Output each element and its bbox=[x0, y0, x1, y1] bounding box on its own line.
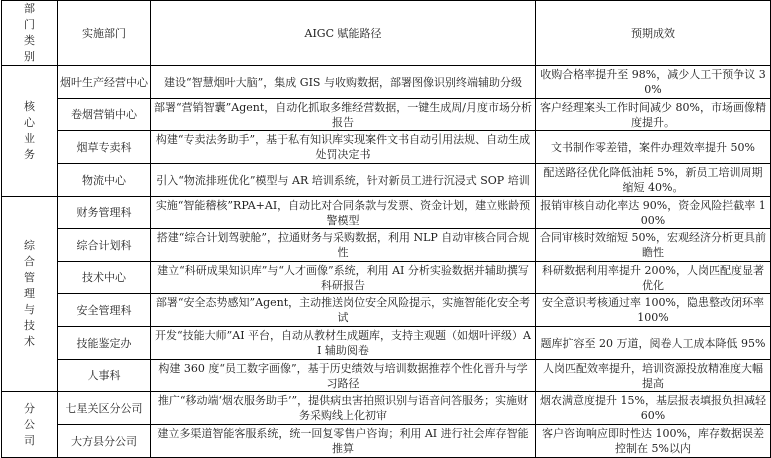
table-row bbox=[2, 360, 771, 392]
aigc-path-cell: 建立多渠道智能客服系统，统一回复零售户咨询；利用 AI 进行社会库存智能推算 bbox=[151, 425, 536, 458]
expected-effect-cell: 人岗匹配效率提升，培训资源投放精准度大幅提高 bbox=[536, 360, 771, 392]
department-cell: 卷烟营销中心 bbox=[58, 99, 151, 131]
table-row bbox=[2, 327, 771, 360]
aigc-path-cell: 引入“物流排班优化”模型与 AR 培训系统，针对新员工进行沉浸式 SOP 培训 bbox=[151, 164, 536, 197]
aigc-path-cell: 建设“智慧烟叶大脑”，集成 GIS 与收购数据，部署图像识别终端辅助分级 bbox=[151, 66, 536, 99]
department-cell: 技术中心 bbox=[58, 262, 151, 294]
aigc-path-cell: 构建 360 度“员工数字画像”，基于历史绩效与培训数据推荐个性化晋升与学习路径 bbox=[151, 360, 536, 392]
category-core-business: 核心业务 bbox=[2, 66, 58, 197]
aigc-path-cell: 部署“安全态势感知”Agent，主动推送岗位安全风险提示，实施智能化安全考试 bbox=[151, 294, 536, 327]
table-row bbox=[2, 164, 771, 197]
department-cell: 安全管理科 bbox=[58, 294, 151, 327]
department-cell: 烟叶生产经营中心 bbox=[58, 66, 151, 99]
expected-effect-cell: 烟农满意度提升 15%，基层报表填报负担减轻 60% bbox=[536, 392, 771, 425]
expected-effect-cell: 文书制作零差错，案件办理效率提升 50% bbox=[536, 131, 771, 164]
expected-effect-cell: 安全意识考核通过率 100%，隐患整改闭环率 100% bbox=[536, 294, 771, 327]
table-header-row bbox=[2, 1, 771, 66]
category-general-management: 综合管理与技术 bbox=[2, 197, 58, 392]
expected-effect-cell: 合同审核时效缩短 50%，宏观经济分析更具前瞻性 bbox=[536, 229, 771, 262]
table-row bbox=[2, 66, 771, 99]
table-row bbox=[2, 294, 771, 327]
category-branches: 分公司 bbox=[2, 392, 58, 458]
aigc-path-cell: 建立“科研成果知识库”与“人才画像”系统，利用 AI 分析实验数据并辅助撰写科研报告 bbox=[151, 262, 536, 294]
header-department: 实施部门 bbox=[58, 1, 151, 66]
department-cell: 财务管理科 bbox=[58, 197, 151, 229]
department-cell: 烟草专卖科 bbox=[58, 131, 151, 164]
header-expected-effect: 预期成效 bbox=[536, 1, 771, 66]
aigc-path-cell: 实施“智能稽核”RPA+AI，自动比对合同条款与发票、资金计划，建立账龄预警模型 bbox=[151, 197, 536, 229]
header-category: 部门类别 bbox=[2, 1, 58, 66]
expected-effect-cell: 报销审核自动化率达 90%，资金风险拦截率 100% bbox=[536, 197, 771, 229]
aigc-path-cell: 推广“移动端‘烟农服务助手’”，提供病虫害拍照识别与语音问答服务；实施财务采购线上化初审 bbox=[151, 392, 536, 425]
aigc-path-cell: 构建“专卖法务助手”，基于私有知识库实现案件文书自动引用法规、自动生成处罚决定书 bbox=[151, 131, 536, 164]
department-cell: 人事科 bbox=[58, 360, 151, 392]
header-aigc-path: AIGC 赋能路径 bbox=[151, 1, 536, 66]
expected-effect-cell: 收购合格率提升至 98%，减少人工干预争议 30% bbox=[536, 66, 771, 99]
expected-effect-cell: 科研数据利用率提升 200%，人岗匹配度显著优化 bbox=[536, 262, 771, 294]
expected-effect-cell: 客户经理案头工作时间减少 80%，市场画像精度提升。 bbox=[536, 99, 771, 131]
table-row bbox=[2, 197, 771, 229]
department-cell: 七星关区分公司 bbox=[58, 392, 151, 425]
aigc-path-cell: 开发“技能大师”AI 平台，自动从教材生成题库，支持主观题（如烟叶评级）AI 辅助阅卷 bbox=[151, 327, 536, 360]
table-row bbox=[2, 229, 771, 262]
department-cell: 物流中心 bbox=[58, 164, 151, 197]
expected-effect-cell: 客户咨询响应即时性达 100%，库存数据误差控制在 5%以内 bbox=[536, 425, 771, 458]
aigc-path-cell: 部署“营销智囊”Agent，自动化抓取多维经营数据，一键生成周/月度市场分析报告 bbox=[151, 99, 536, 131]
table-row bbox=[2, 262, 771, 294]
table-row bbox=[2, 99, 771, 131]
expected-effect-cell: 题库扩容至 20 万道，阅卷人工成本降低 95% bbox=[536, 327, 771, 360]
aigc-path-cell: 搭建“综合计划驾驶舱”，拉通财务与采购数据，利用 NLP 自动审核合同合规性 bbox=[151, 229, 536, 262]
aigc-empowerment-table bbox=[1, 0, 771, 458]
department-cell: 技能鉴定办 bbox=[58, 327, 151, 360]
department-cell: 综合计划科 bbox=[58, 229, 151, 262]
table-row bbox=[2, 392, 771, 425]
table-row bbox=[2, 131, 771, 164]
expected-effect-cell: 配送路径优化降低油耗 5%，新员工培训周期缩短 40%。 bbox=[536, 164, 771, 197]
department-cell: 大方县分公司 bbox=[58, 425, 151, 458]
